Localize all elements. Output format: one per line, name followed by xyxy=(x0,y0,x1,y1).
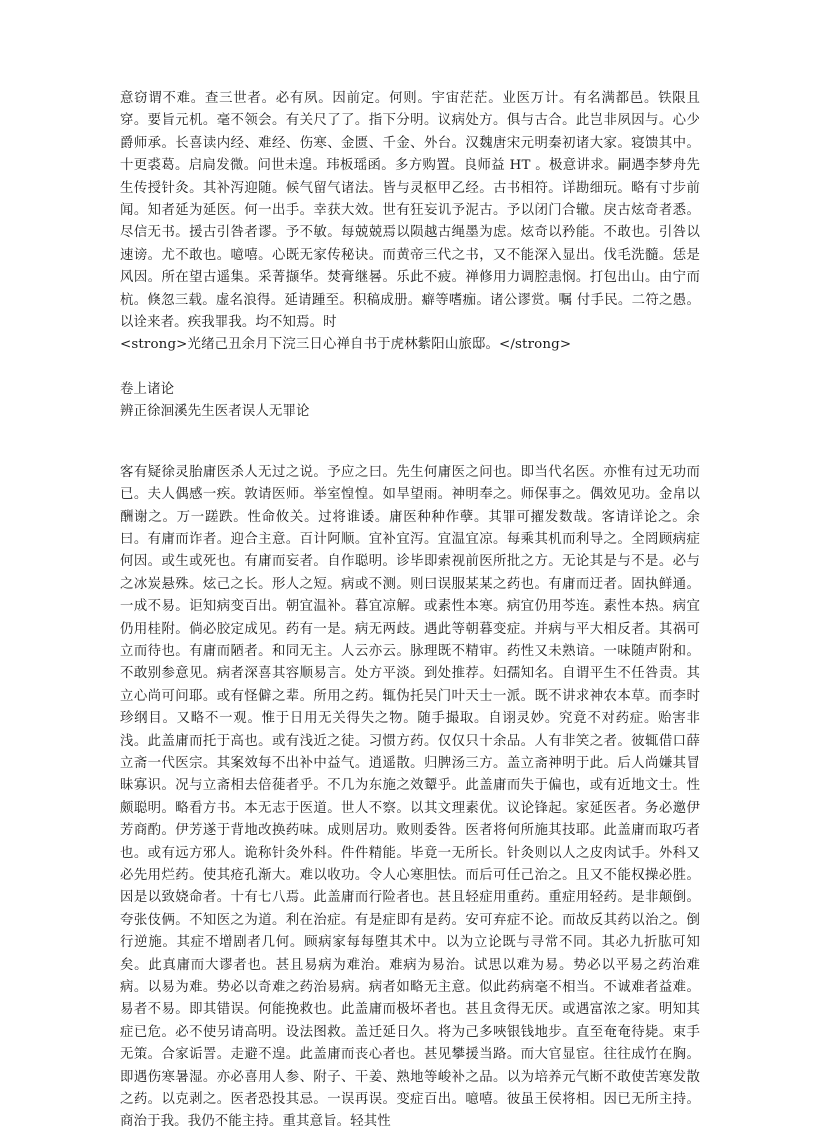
preface-signature: <strong>光绪己丑余月下浣三日心禅自书于虎林紫阳山旅邸。</strong> xyxy=(120,337,572,353)
volume-title: 卷上诸论 xyxy=(120,381,175,397)
body-paragraph: 客有疑徐灵胎庸医杀人无过之说。予应之曰。先生何庸医之问也。即当代名医。亦惟有过无功而已。夫人偶感一疾。敦请医师。举室惶惶。如旱望雨。神明奉之。师保事之。偶效见功。金帛以酬谢之。万一蹉跌。性命攸关。过将谁诿。庸医种种作孽。其罪可擢发数哉。客请详论之。余曰。有庸而诈者。迎合主意。百计阿顺。宜补宜泻。宜温宜凉。每乘其机而利导之。全罔顾病症何因。或生或死也。有庸而妄者。自作聪明。诊毕即索视前医所批之方。无论其是与不是。必与之冰炭悬殊。炫己之长。形人之短。病或不测。则曰误服某某之药也。有庸而迂者。固执鲜通。一成不易。讵知病变百出。朝宜温补。暮宜凉解。或素性本寒。病宜仍用芩连。素性本热。病宜仍用桂附。倘必胶定成见。药有一是。病无两歧。遇此等朝暮变症。并病与平大相反者。其祸可立而待也。有庸而陋者。和同无主。人云亦云。脉理既不精审。药性又未熟谙。一味随声附和。不敢别参意见。病者深喜其容顺易言。处方平淡。到处推荐。妇孺知名。自谓平生不任咎责。其立心尚可问耶。或有怪僻之辈。所用之药。辄伪托吴门叶天士一派。既不讲求神农本草。而李时珍纲目。又略不一观。惟于日用无关得失之物。随手撮取。自诩灵妙。究竟不对药症。贻害非浅。此盖庸而托于高也。或有浅近之徒。习惯方药。仅仅只十余品。人有非笑之者。彼辄借口薛立斋一代医宗。其案效每不出补中益气。逍遥散。归脾汤三方。盖立斋神明于此。后人尚嫌其冒昧寡识。况与立斋相去倍蓰者乎。不几为东施之效颦乎。此盖庸而失于偏也，或有近地文士。性颇聪明。略看方书。本无志于医道。世人不察。以其文理素优。议论锋起。家延医者。务必邀伊芳商酌。伊芳遂于背地改换药味。成则居功。败则委咎。医者将何所施其技耶。此盖庸而取巧者也。或有远方邪人。诡称针灸外科。件件精能。毕竟一无所长。针灸则以人之皮肉试手。外科又必先用烂药。使其疮孔渐大。难以收功。令人心寒胆怯。而后可任己治之。且又不能权操必胜。因是以致娆命者。十有七八焉。此盖庸而行险者也。甚且轻症用重药。重症用轻药。是非颠倒。夸张伎俩。不知医之为道。利在治症。有是症即有是药。安可弃症不论。而故反其药以治之。倒行逆施。其症不增剧者几何。顾病家每每堕其术中。以为立论既与寻常不同。其必九折肱可知矣。此真庸而大谬者也。甚且易病为难治。难病为易治。试思以难为易。势必以平易之药治难病。以易为难。势必以奇难之药治易病。病者如略无主意。似此药病毫不相当。不诚难者益难。易者不易。即其错误。何能挽救也。此盖庸而极坏者也。甚且贪得无厌。或遇富浓之家。明知其症已危。必不使另请高明。设法图救。盖迁延日久。将为己多唊银钱地步。直至奄奄待毙。束手无策。合家诟詈。走避不遑。此盖庸而丧心者也。甚见攀援当路。而大官显宦。往往成竹在胸。即遇伤寒暑湿。亦必喜用人参、附子、干姜、熟地等峻补之品。以为培养元气断不敢使苦寒发散之药。以克剥之。医者恐投其忌。一误再误。变症百出。噫嘻。彼虽王侯将相。因已无所主持。商治于我。我仍不能主持。重其意旨。轻其性 xyxy=(120,464,700,1130)
section-heading xyxy=(120,379,700,424)
article-title: 辨正徐洄溪先生医者误人无罪论 xyxy=(120,404,310,420)
document-page xyxy=(120,88,700,1134)
preface-paragraph: 意窃谓不难。查三世者。必有夙。因前定。何则。宇宙茫茫。业医万计。有名满都邑。铁限且穿。要旨元机。毫不领会。有关尺了了。指下分明。议病处方。俱与古合。此岂非夙因与。心少爵师承。长喜读内经、难经、伤寒、金匮、千金、外台。汉魏唐宋元明秦初诸大家。寝馈其中。十更裘葛。启扃发微。问世未遑。玮板瑶函。多方购置。良师益 HT 。极意讲求。嗣遇李梦舟先生传授针灸。其补泻迎随。候气留气诸法。皆与灵枢甲乙经。古书相符。详勘细玩。略有寸步前闻。知者延为延医。何一出手。幸获大效。世有狂妄讥予泥古。予以闭门合辙。戾古炫奇者悉。尽信无书。援古引咎者谬。予不敏。每兢兢焉以陨越古绳墨为虑。炫奇以矜能。不敢也。引咎以速谤。尤不敢也。噫嘻。心既无家传秘诀。而黄帝三代之书，又不能深入显出。伐毛洗髓。恁是风因。所在望古遥集。采菁撷华。焚膏继晷。乐此不疲。禅修用力调腔恚悯。打包出山。由宁而杭。倏忽三载。虚名浪得。延请踵至。积稿成册。癖等嗜痂。诸公谬赏。嘱 付手民。二符之愚。以诠来者。疾我罪我。均不知焉。时 xyxy=(120,91,700,331)
